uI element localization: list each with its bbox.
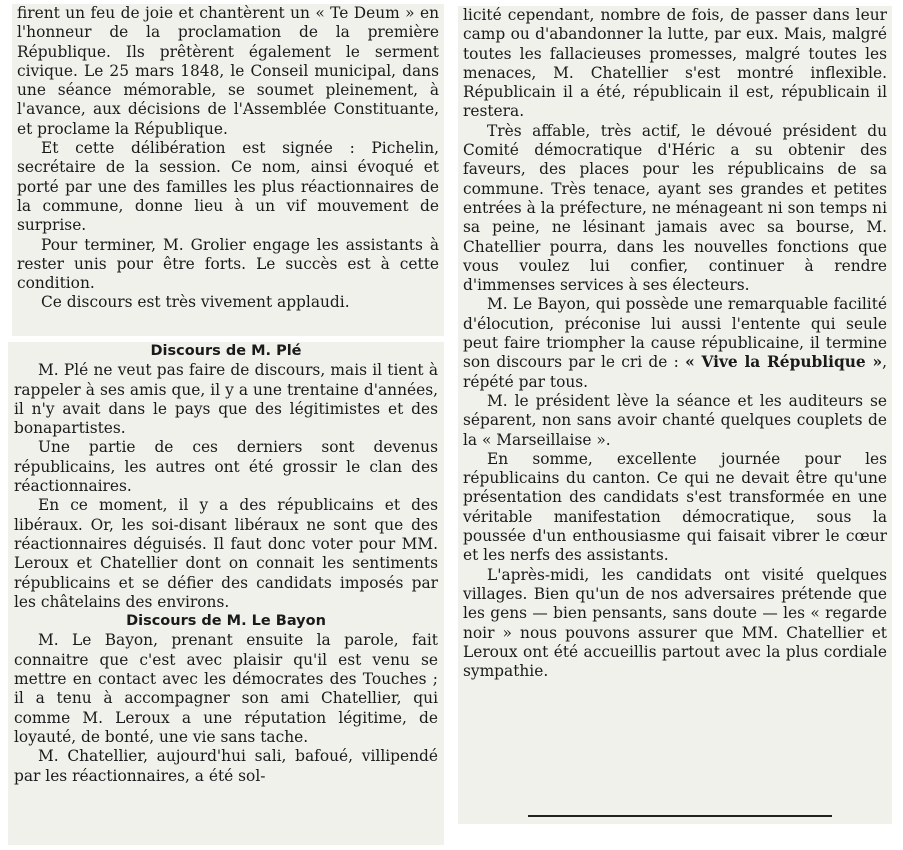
article-paragraph: Une partie de ces derniers sont devenus républicains, les autres ont été grossir le clan des réactionnaires.	[14, 438, 438, 496]
article-paragraph: M. Plé ne veut pas faire de discours, mais il tient à rappeler à ses amis que, il y a une trentaine d'années, il n'y avait dans le pays que des légitimistes et des bonapartistes.	[14, 361, 438, 438]
article-paragraph: Pour terminer, M. Grolier engage les assistants à rester unis pour être forts. Le succès est à cette condition.	[17, 235, 439, 293]
article-paragraph: M. le président lève la séance et les auditeurs se séparent, non sans avoir chanté quelques couplets de la « Marseillaise ».	[463, 391, 887, 449]
le-bayon-text: M. Le Bayon, qui possède une remarquable facilité d'élocution, préconise lui aussi l'entente qui seule peut faire triompher la cause républicaine, il termine son discours par le cri de :	[463, 295, 887, 372]
republic-cry: « Vive la République »	[685, 353, 883, 372]
article-paragraph-le-bayon	[463, 295, 887, 391]
article-paragraph: En ce moment, il y a des républicains et des libéraux. Or, les soi-disant libéraux ne sont que des réactionnaires déguisés. Il faut donc voter pour MM. Leroux et Chatellier dont on connait les sentiments républicains et se défier des candidats imposés par les châtelains des environs.	[14, 496, 438, 611]
section-heading-le-bayon: Discours de M. Le Bayon	[126, 613, 326, 630]
article-paragraph: M. Chatellier, aujourd'hui sali, bafoué, villipendé par les réactionnaires, a été sol-	[14, 747, 438, 785]
article-paragraph: Et cette délibération est signée : Pichelin, secrétaire de la session. Ce nom, ainsi évoqué et porté par une des familles les plus réactionnaires de la commune, donne lieu à un vif mouvement de surprise.	[17, 139, 439, 235]
article-paragraph: licité cependant, nombre de fois, de passer dans leur camp ou d'abandonner la lutte, par eux. Mais, malgré toutes les fallacieuses promesses, malgré toutes les menaces, M. Chatellier s'est montré inflexible. Républicain il a été, républicain il est, républicain il restera.	[463, 6, 887, 121]
article-paragraph: Ce discours est très vivement applaudi.	[41, 293, 350, 312]
article-paragraph: firent un feu de joie et chantèrent un « Te Deum » en l'honneur de la proclamation de la première République. Ils prêtèrent également le serment civique. Le 25 mars 1848, le Conseil municipal, dans une séance mémorable, se soumet pleinement, à l'avance, aux décisions de l'Assemblée Constituante, et proclame la République.	[17, 4, 439, 138]
column-right	[458, 6, 892, 824]
end-rule	[528, 815, 832, 817]
column-left-top	[12, 4, 444, 336]
column-left-bottom	[8, 342, 444, 845]
section-heading-ple: Discours de M. Plé	[150, 343, 302, 359]
article-paragraph: Très affable, très actif, le dévoué président du Comité démocratique d'Héric a su obtenir des faveurs, des places pour les républicains de sa commune. Très tenace, ayant ses grandes et petites entrées à la préfecture, ne ménageant ni son temps ni sa peine, ne lésinant jamais avec sa bourse, M. Chatellier pourra, dans les nouvelles fonctions que vous voulez lui confier, continuer à rendre d'immenses services à ses électeurs.	[463, 121, 887, 295]
article-paragraph: L'après-midi, les candidats ont visité quelques villages. Bien qu'un de nos adversaires prétende que les gens — bien pensants, sans doute — les « regarde noir » nous pouvons assurer que MM. Chatellier et Leroux ont été accueillis partout avec la plus cordiale sympathie.	[463, 565, 887, 681]
article-paragraph: M. Le Bayon, prenant ensuite la parole, fait connaitre que c'est avec plaisir qu'il est venu se mettre en contact avec les démocrates des Touches ; il a tenu à accompagner son ami Chatellier, qui comme M. Leroux a une réputation légitime, de loyauté, de bonté, une vie sans tache.	[14, 631, 438, 746]
le-bayon-end: , répété par tous.	[463, 353, 887, 391]
article-paragraph: En somme, excellente journée pour les républicains du canton. Ce qui ne devait être qu'une présentation des candidats s'est transformée en une véritable manifestation démocratique, sous la poussée d'un enthousiasme qui faisait vibrer le cœur et les nerfs des assistants.	[463, 449, 887, 565]
